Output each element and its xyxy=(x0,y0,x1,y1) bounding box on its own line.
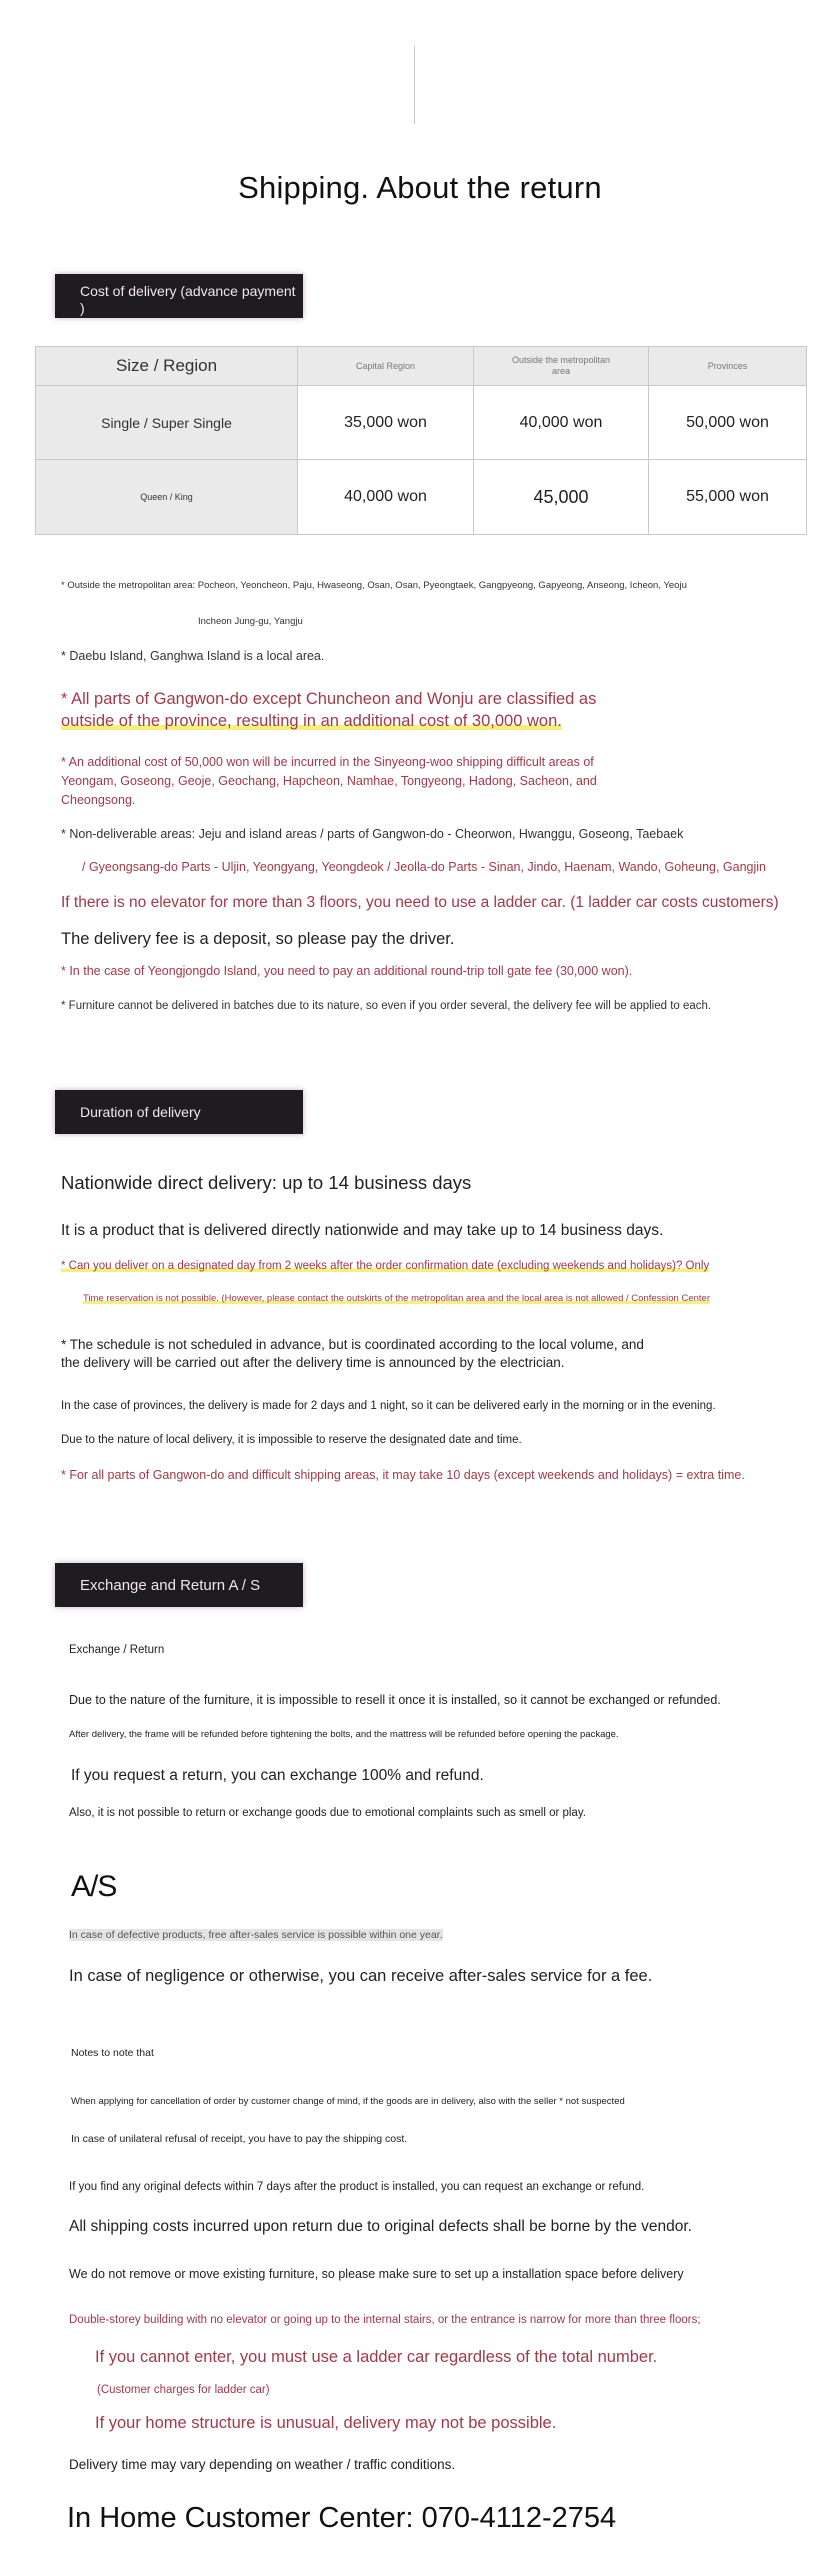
notes-cancellation: When applying for cancellation of order by customer change of mind, if the goods are in delivery, also with the seller * not suspected xyxy=(71,2096,625,2107)
duration-provinces: In the case of provinces, the delivery is made for 2 days and 1 night, so it can be delivered early in the morning or in the evening. xyxy=(61,1400,716,1412)
note-extra-cost-line1: * An additional cost of 50,000 won will be incurred in the Sinyeong-woo shipping difficult areas of xyxy=(61,755,594,769)
note-non-deliverable-line1: * Non-deliverable areas: Jeju and island areas / parts of Gangwon-do - Cheorwon, Hwanggu, Goseong, Taebaek xyxy=(61,827,684,841)
section-cost-tag: Cost of delivery (advance payment ) xyxy=(55,274,303,318)
note-outside-metro: * Outside the metropolitan area: Pocheon, Yeoncheon, Paju, Hwaseong, Osan, Osan, Pyeongtaek, Gangpyeong, Gapyeong, Anseong, Icheon, Yeoju xyxy=(61,580,687,591)
notes-weather-traffic: Delivery time may vary depending on weather / traffic conditions. xyxy=(69,2457,456,2472)
note-batches: * Furniture cannot be delivered in batches due to its nature, so even if you order several, the delivery fee will be applied to each. xyxy=(61,1000,712,1012)
duration-time-reservation: Time reservation is not possible. (However, please contact the outskirts of the metropolitan area and the local area is not allowed / Confession Center xyxy=(83,1293,710,1304)
duration-local-delivery: Due to the nature of local delivery, it is impossible to reserve the designated date and time. xyxy=(61,1434,522,1446)
note-non-deliverable-line2: / Gyeongsang-do Parts - Uljin, Yeongyang, Yeongdeok / Jeolla-do Parts - Sinan, Jindo, Haenam, Wando, Goheung, Gangjin xyxy=(82,860,767,874)
top-divider xyxy=(414,46,415,124)
section-duration-tag: Duration of delivery xyxy=(55,1090,303,1134)
cell-queen-capital: 40,000 won xyxy=(298,460,474,535)
note-gangwon-line2: outside of the province, resulting in an additional cost of 30,000 won. xyxy=(61,712,562,730)
exchange-emotional: Also, it is not possible to return or exchange goods due to emotional complaints such as smell or play. xyxy=(69,1807,586,1819)
duration-headline: Nationwide direct delivery: up to 14 business days xyxy=(61,1172,472,1193)
header-size-region: Size / Region xyxy=(36,347,298,386)
duration-nationwide: It is a product that is delivered directly nationwide and may take up to 14 business days. xyxy=(61,1222,664,1239)
note-extra-cost-line2: Yeongam, Goseong, Geoje, Geochang, Hapcheon, Namhae, Tongyeong, Hadong, Sacheon, and xyxy=(61,774,597,788)
header-provinces: Provinces xyxy=(649,347,807,386)
duration-gangwon: * For all parts of Gangwon-do and difficult shipping areas, it may take 10 days (except weekends and holidays) = extra time. xyxy=(61,1468,745,1482)
notes-vendor-costs: All shipping costs incurred upon return due to original defects shall be borne by the vendor. xyxy=(69,2218,692,2235)
notes-double-storey: Double-storey building with no elevator or going up to the internal stairs, or the entrance is narrow for more than three floors; xyxy=(69,2314,701,2326)
note-gangwon-line1: * All parts of Gangwon-do except Chuncheon and Wonju are classified as xyxy=(61,690,597,708)
notes-title: Notes to note that xyxy=(71,2047,154,2059)
note-extra-cost-line3: Cheongsong. xyxy=(61,793,136,807)
notes-refusal: In case of unilateral refusal of receipt, you have to pay the shipping cost. xyxy=(71,2133,408,2145)
cell-single-outside: 40,000 won xyxy=(474,386,649,460)
section-exchange-tag: Exchange and Return A / S xyxy=(55,1563,303,1607)
notes-unusual-structure: If your home structure is unusual, delivery may not be possible. xyxy=(95,2414,557,2432)
as-paid-service: In case of negligence or otherwise, you can receive after-sales service for a fee. xyxy=(69,1967,653,1985)
notes-ladder-charges: (Customer charges for ladder car) xyxy=(97,2384,270,2396)
cell-queen-provinces: 55,000 won xyxy=(649,460,807,535)
cell-queen-outside: 45,000 xyxy=(474,460,649,535)
table-header-row xyxy=(36,347,807,386)
header-outside-metro: Outside the metropolitan area xyxy=(474,347,649,386)
exchange-subtitle: Exchange / Return xyxy=(69,1644,165,1656)
header-capital-region: Capital Region xyxy=(298,347,474,386)
note-yeongjongdo: * In the case of Yeongjongdo Island, you need to pay an additional round-trip toll gate fee (30,000 won). xyxy=(61,964,633,978)
exchange-refund-rule: After delivery, the frame will be refunded before tightening the bolts, and the mattress will be refunded before opening the package. xyxy=(69,1729,619,1740)
exchange-no-resell: Due to the nature of the furniture, it is impossible to resell it once it is installed, so it cannot be exchanged or refunded. xyxy=(69,1693,721,1707)
as-title: A/S xyxy=(71,1870,117,1903)
duration-schedule-line2: the delivery will be carried out after the delivery time is announced by the electrician. xyxy=(61,1355,565,1370)
row-label-queen: Queen / King xyxy=(36,460,298,535)
note-deposit: The delivery fee is a deposit, so please pay the driver. xyxy=(61,930,455,948)
table-row xyxy=(36,386,807,460)
note-outside-metro-cont: Incheon Jung-gu, Yangju xyxy=(198,616,303,627)
note-local-area: * Daebu Island, Ganghwa Island is a local area. xyxy=(61,649,325,663)
notes-installation-space: We do not remove or move existing furniture, so please make sure to set up a installation space before delivery xyxy=(69,2267,684,2281)
page-title: Shipping. About the return xyxy=(238,170,602,205)
duration-designated-day: * Can you deliver on a designated day from 2 weeks after the order confirmation date (excluding weekends and holidays)? Only xyxy=(61,1260,710,1272)
cell-single-provinces: 50,000 won xyxy=(649,386,807,460)
table-row xyxy=(36,460,807,535)
cell-single-capital: 35,000 won xyxy=(298,386,474,460)
customer-center-phone: In Home Customer Center: 070-4112-2754 xyxy=(67,2502,617,2534)
note-ladder-car: If there is no elevator for more than 3 floors, you need to use a ladder car. (1 ladder car costs customers) xyxy=(61,894,779,911)
exchange-return-full: If you request a return, you can exchange 100% and refund. xyxy=(71,1767,484,1784)
duration-schedule-line1: * The schedule is not scheduled in advance, but is coordinated according to the local volume, and xyxy=(61,1337,644,1352)
row-label-single: Single / Super Single xyxy=(36,386,298,460)
as-free-service: In case of defective products, free after-sales service is possible within one year. xyxy=(69,1929,443,1941)
notes-ladder-required: If you cannot enter, you must use a ladder car regardless of the total number. xyxy=(95,2348,658,2366)
cost-table xyxy=(35,346,807,535)
notes-original-defects: If you find any original defects within 7 days after the product is installed, you can request an exchange or refund. xyxy=(69,2181,645,2193)
